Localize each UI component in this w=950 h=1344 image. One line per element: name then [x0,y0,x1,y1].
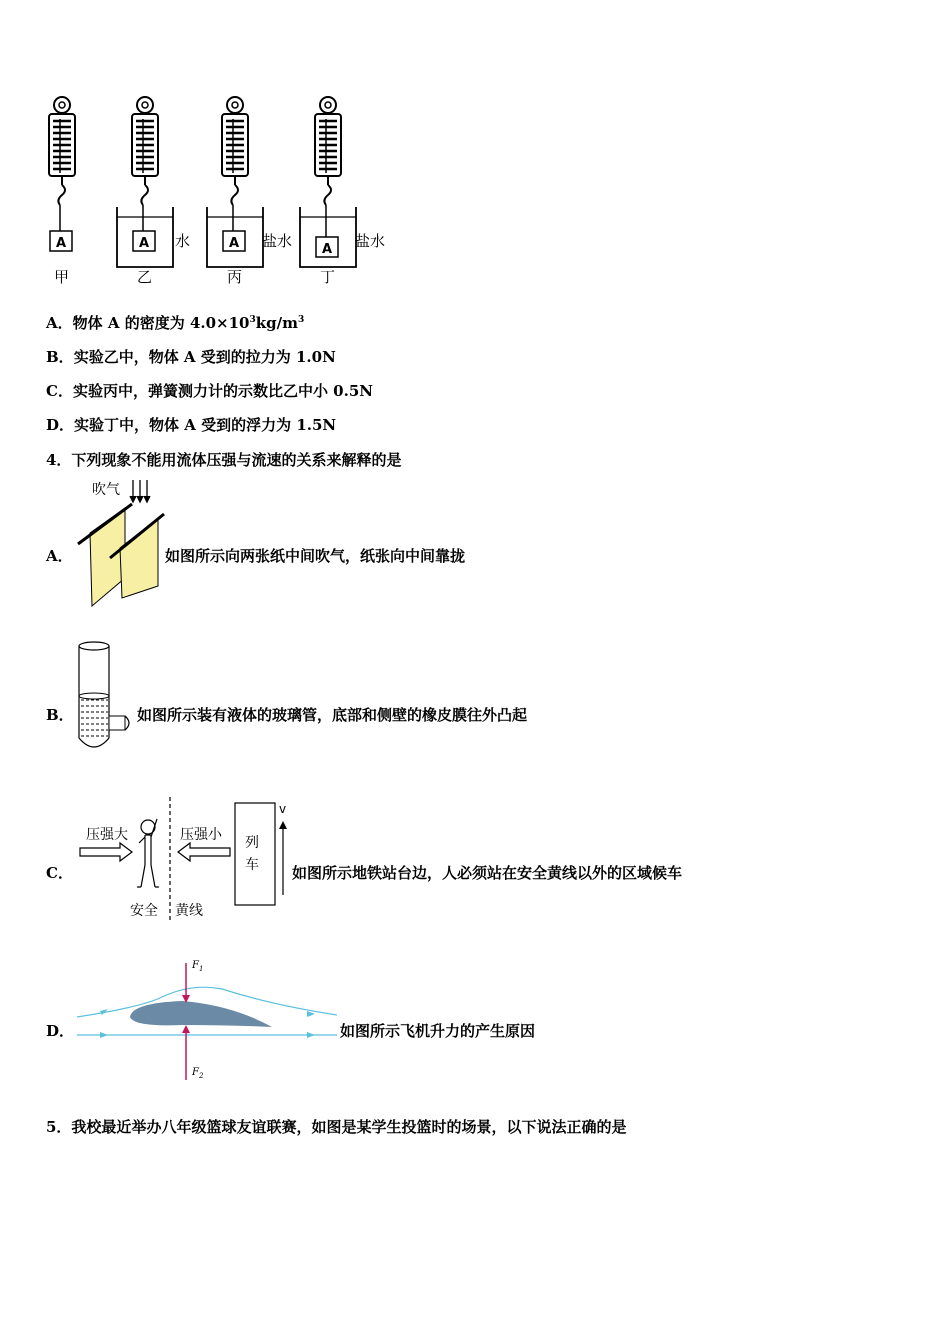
paper-blow-figure [70,478,170,608]
figure-label-yi: 乙 [137,268,153,286]
figure-label-ding: 丁 [320,268,336,286]
figure-label-bing: 丙 [227,268,243,286]
q4-option-b-letter: B． [46,706,74,724]
q4-option-d-letter: D． [46,1022,75,1040]
option-text: 物体 A 的密度为 4.0×10 [72,314,250,332]
option-text: 实验乙中，物体 A 受到的拉力为 1.0N [73,348,336,366]
low-pressure-label: 压强小 [180,827,222,843]
option-text: 实验丁中，物体 A 受到的浮力为 1.5N [74,416,337,434]
svg-text:A: A [55,236,67,251]
blow-label: 吹气 [92,482,120,498]
safe-label: 安全 [130,903,158,919]
liquid-label-saltwater-1: 盐水 [262,232,293,250]
high-pressure-label: 压强大 [86,827,128,843]
superscript: 3 [249,315,256,325]
liquid-label-saltwater-2: 盐水 [355,232,386,250]
svg-text:A: A [228,236,240,251]
superscript: 3 [298,315,305,325]
q4-option-b-text: 如图所示装有液体的玻璃管，底部和侧壁的橡皮膜往外凸起 [137,706,528,724]
svg-text:A: A [138,236,150,251]
yellow-line-label: 黄线 [175,903,203,919]
q3-option-b [46,346,336,367]
force-f2-symbol: F [192,1067,199,1078]
q4-option-c-text: 如图所示地铁站台边，人必须站在安全黄线以外的区域候车 [292,864,683,882]
option-letter: A． [46,314,73,332]
force-f2-subscript: 2 [198,1072,204,1080]
option-text-unit: kg/m [255,314,298,332]
glass-tube-figure [70,638,140,756]
force-f1-label [192,960,203,973]
q4-option-a-text: 如图所示向两张纸中间吹气，纸张向中间靠拢 [165,547,466,565]
train-label-2: 车 [245,857,259,873]
option-letter: C． [46,382,73,400]
q5-stem: 5．我校最近举办八年级篮球友谊联赛，如图是某学生投篮时的场景，以下说法正确的是 [46,1118,627,1136]
force-f1-symbol: F [192,960,199,971]
velocity-label: v [279,802,287,816]
q3-option-d [46,414,336,435]
liquid-label-water: 水 [175,232,191,250]
figure-label-jia: 甲 [54,268,70,286]
q4-option-a-letter: A． [46,547,73,565]
q3-option-a [46,312,304,333]
spring-scale-figure [40,95,400,290]
option-letter: B． [46,348,74,366]
option-letter: D． [46,416,75,434]
force-f2-label [192,1067,203,1080]
force-f1-subscript: 1 [198,965,204,973]
q4-option-d-text: 如图所示飞机升力的产生原因 [340,1022,536,1040]
option-text: 实验丙中，弹簧测力计的示数比乙中小 0.5N [72,382,373,400]
q4-stem: 4．下列现象不能用流体压强与流速的关系来解释的是 [46,451,402,469]
airfoil-figure [72,955,342,1085]
q4-option-c-letter: C． [46,864,73,882]
svg-text:A: A [321,242,333,257]
q3-option-c [46,380,373,401]
train-label-1: 列 [245,835,259,851]
